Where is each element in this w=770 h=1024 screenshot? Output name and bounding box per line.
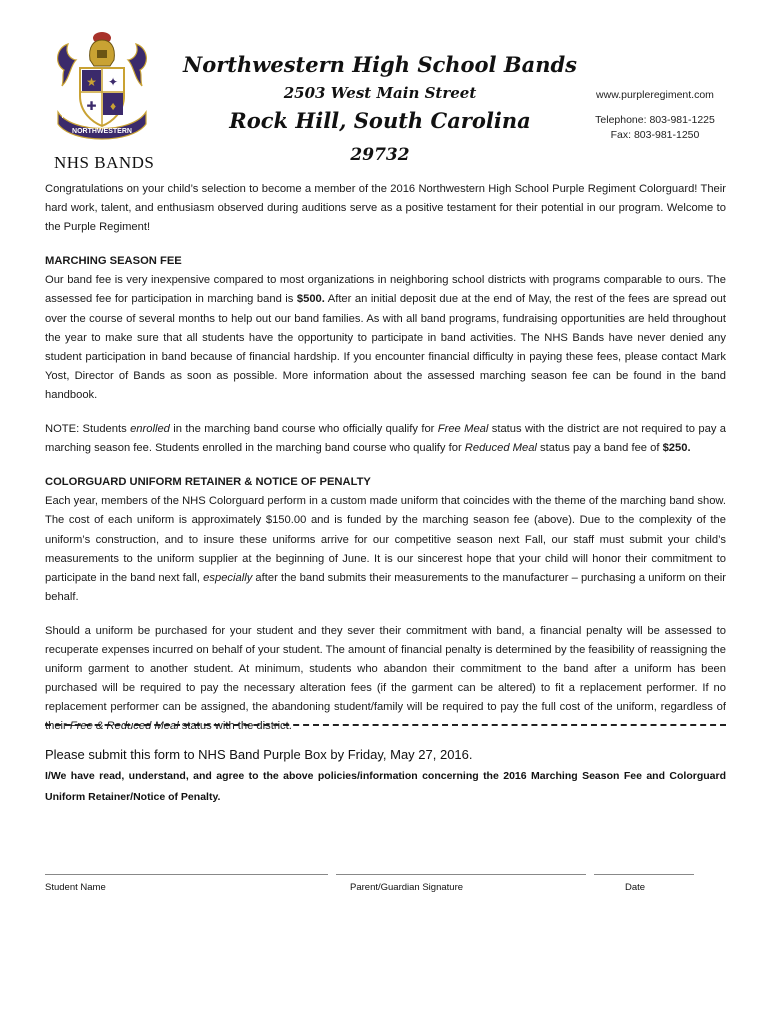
fax: Fax: 803-981-1250 <box>610 129 700 141</box>
svg-text:✦: ✦ <box>107 75 119 89</box>
intro-paragraph: Congratulations on your child’s selection to become a member of the 2016 Northwestern High School Purple Regiment Colorguard! Their hard work, talent, and enthusiasm observed during auditions serve as a positive testament for their potential in our program. Welcome to the Purple Regiment! <box>45 183 726 234</box>
crest-mantling-left <box>58 44 76 86</box>
street-address: 2503 West Main Street <box>283 84 477 102</box>
dept-name: NHS BANDS <box>54 153 155 172</box>
agreement-statement: I/We have read, understand, and agree to the above policies/information concerning the 2016 Marching Season Fee and Colorguard Uniform Retainer/Notice of Penalty. <box>45 770 726 803</box>
uniform-paragraph-2: Should a uniform be purchased for your student and they sever their commitment with band, a financial penalty will be assessed to recuperate expenses incurred on behalf of your student. The amount of financial penalty is determined by the feasibility of reassigning the uniform garment to another student. At minimum, students who abandon their commitment to the band after a uniform has been purchased will be required to pay the necessary alteration fees (if the garment can be altered) to fit a replacement performer. If no replacement performer can be assigned, the abandoning student/family will be required to pay the full cost of the uniform, regardless of their Free & Reduced Meal status with the district. <box>45 624 726 733</box>
crest-mantling-right <box>128 44 146 86</box>
reduced-fee-amount: $250. <box>662 442 691 455</box>
svg-text:♦: ♦ <box>109 99 117 113</box>
uniform-heading: COLORGUARD UNIFORM RETAINER & NOTICE OF PENALTY <box>45 476 371 489</box>
telephone: Telephone: 803-981-1225 <box>595 114 715 126</box>
student-name-line[interactable] <box>45 874 328 875</box>
fee-heading: MARCHING SEASON FEE <box>45 255 182 268</box>
submit-instruction: Please submit this form to NHS Band Purple Box by Friday, May 27, 2016. <box>45 747 473 762</box>
fee-paragraph: Our band fee is very inexpensive compared to most organizations in neighboring school districts with programs comparable to ours. The assessed fee for participation in marching band is $500. After an initial deposit due at the end of May, the rest of the fees are spread out over the course of several months to help out our band families. As with all band programs, fundraising opportunities are held throughout the year to make sure that all students have the opportunity to participate in band activities. The NHS Bands have never denied any student participation in band because of financial hardship. If you encounter financial difficulty in paying these fees, please contact Mark Yost, Director of Bands as soon as possible. More information about the assessed marching season fee can be found in the band handbook. <box>45 274 726 401</box>
fee-amount: $500. <box>296 293 325 306</box>
fee-note-paragraph: NOTE: Students enrolled in the marching band course who officially qualify for Free Meal status with the district are not required to pay a marching season fee. Students enrolled in the marching band course who qualify for Reduced Meal status pay a band fee of $250. <box>45 423 726 455</box>
parent-signature-line[interactable] <box>336 874 586 875</box>
uniform-paragraph-1: Each year, members of the NHS Colorguard perform in a custom made uniform that coincides with the theme of the marching band show. The cost of each uniform is approximately $150.00 and is funded by the marching season fee (above). Due to the complexity of the uniform’s construction, and to insure these uniforms arrive for our competitive season next Fall, our staff must submit your child’s measurements to the uniform supplier at the beginning of June. It is our sincerest hope that your child will honor their commitment to participate in the band next fall, especially after the band submits their measurements to the manufacturer – purchasing a uniform on their behalf. <box>45 495 726 603</box>
svg-text:★: ★ <box>86 75 97 89</box>
letter-body <box>45 180 726 751</box>
parent-signature-label: Parent/Guardian Signature <box>350 882 464 893</box>
date-line[interactable] <box>594 874 694 875</box>
crest-banner-text: NORTHWESTERN <box>72 128 132 135</box>
city-state: Rock Hill, South Carolina <box>229 108 531 133</box>
svg-text:✚: ✚ <box>86 99 97 113</box>
zip-code: 29732 <box>350 145 410 165</box>
letterhead <box>180 50 580 170</box>
student-name-label: Student Name <box>45 882 106 893</box>
school-name: Northwestern High School Bands <box>183 52 577 77</box>
crest-initials: HC <box>61 114 71 120</box>
website-link[interactable]: www.purpleregiment.com <box>596 89 714 101</box>
cut-line-divider <box>45 724 726 726</box>
date-label: Date <box>625 882 646 893</box>
school-crest-logo <box>52 30 152 146</box>
